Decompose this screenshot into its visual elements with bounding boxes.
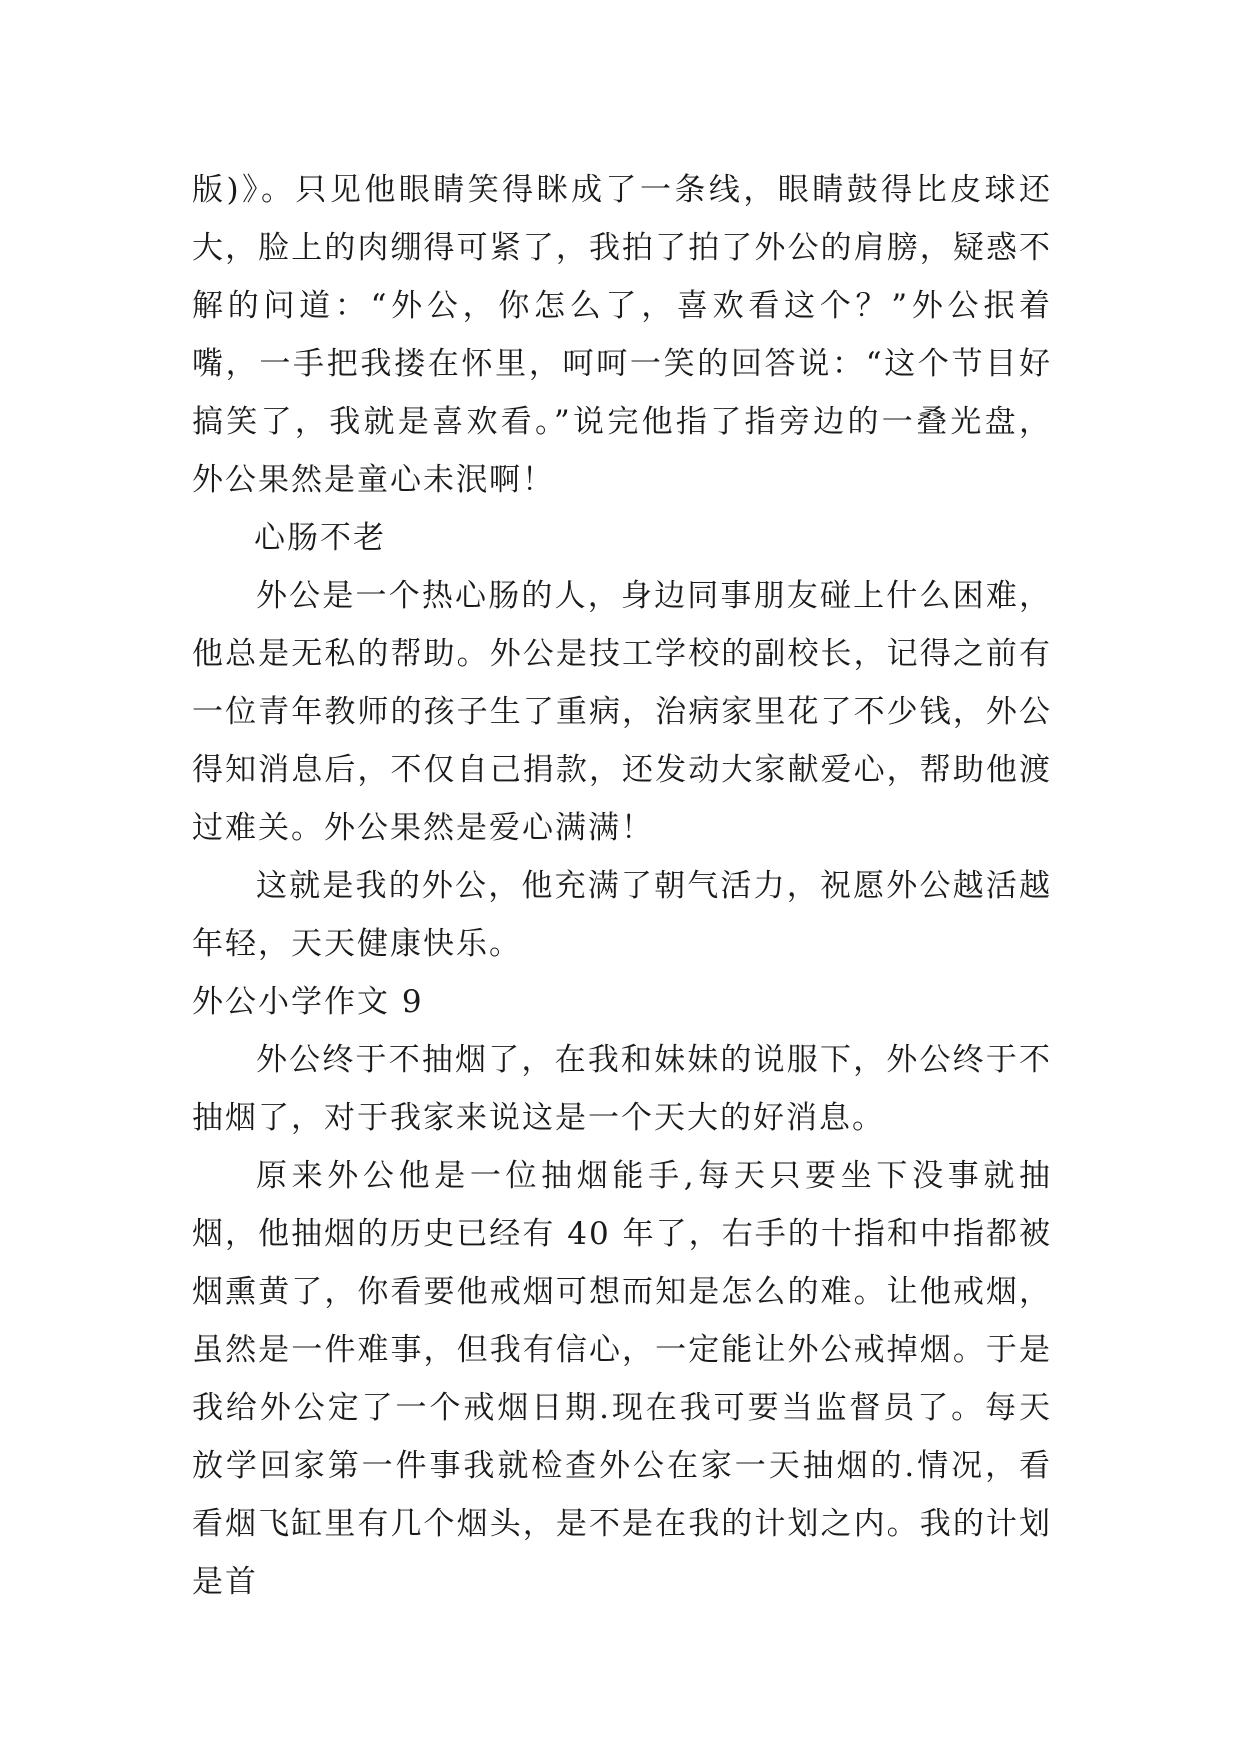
section-subheading: 心肠不老	[254, 520, 386, 556]
document-body	[192, 161, 1052, 1611]
paragraph-continuation: 版)》。只见他眼睛笑得眯成了一条线，眼睛鼓得比皮球还大，脸上的肉绷得可紧了，我拍了拍了外公的肩膀，疑惑不解的问道：“外公，你怎么了，喜欢看这个？”外公抿着嘴，一手把我搂在怀里，呵呵一笑的回答说：“这个节目好搞笑了，我就是喜欢看。”说完他指了指旁边的一叠光盘，外公果然是童心未泯啊！	[192, 172, 1052, 498]
paragraph: 这就是我的外公，他充满了朝气活力，祝愿外公越活越年轻，天天健康快乐。	[192, 868, 1052, 962]
paragraph: 原来外公他是一位抽烟能手,每天只要坐下没事就抽烟，他抽烟的历史已经有 40 年了，右手的十指和中指都被烟熏黄了，你看要他戒烟可想而知是怎么的难。让他戒烟，虽然是一件难事，但我有信心，一定能让外公戒掉烟。于是我给外公定了一个戒烟日期.现在我可要当监督员了。每天放学回家第一件事我就检查外公在家一天抽烟的.情况，看看烟飞缸里有几个烟头，是不是在我的计划之内。我的计划是首	[192, 1158, 1052, 1600]
paragraph: 外公是一个热心肠的人，身边同事朋友碰上什么困难，他总是无私的帮助。外公是技工学校的副校长，记得之前有一位青年教师的孩子生了重病，治病家里花了不少钱，外公得知消息后，不仅自己捐款，还发动大家献爱心，帮助他渡过难关。外公果然是爱心满满！	[192, 578, 1052, 846]
paragraph: 外公终于不抽烟了，在我和妹妹的说服下，外公终于不抽烟了，对于我家来说这是一个天大的好消息。	[192, 1042, 1052, 1136]
essay-title: 外公小学作文 9	[192, 984, 424, 1020]
